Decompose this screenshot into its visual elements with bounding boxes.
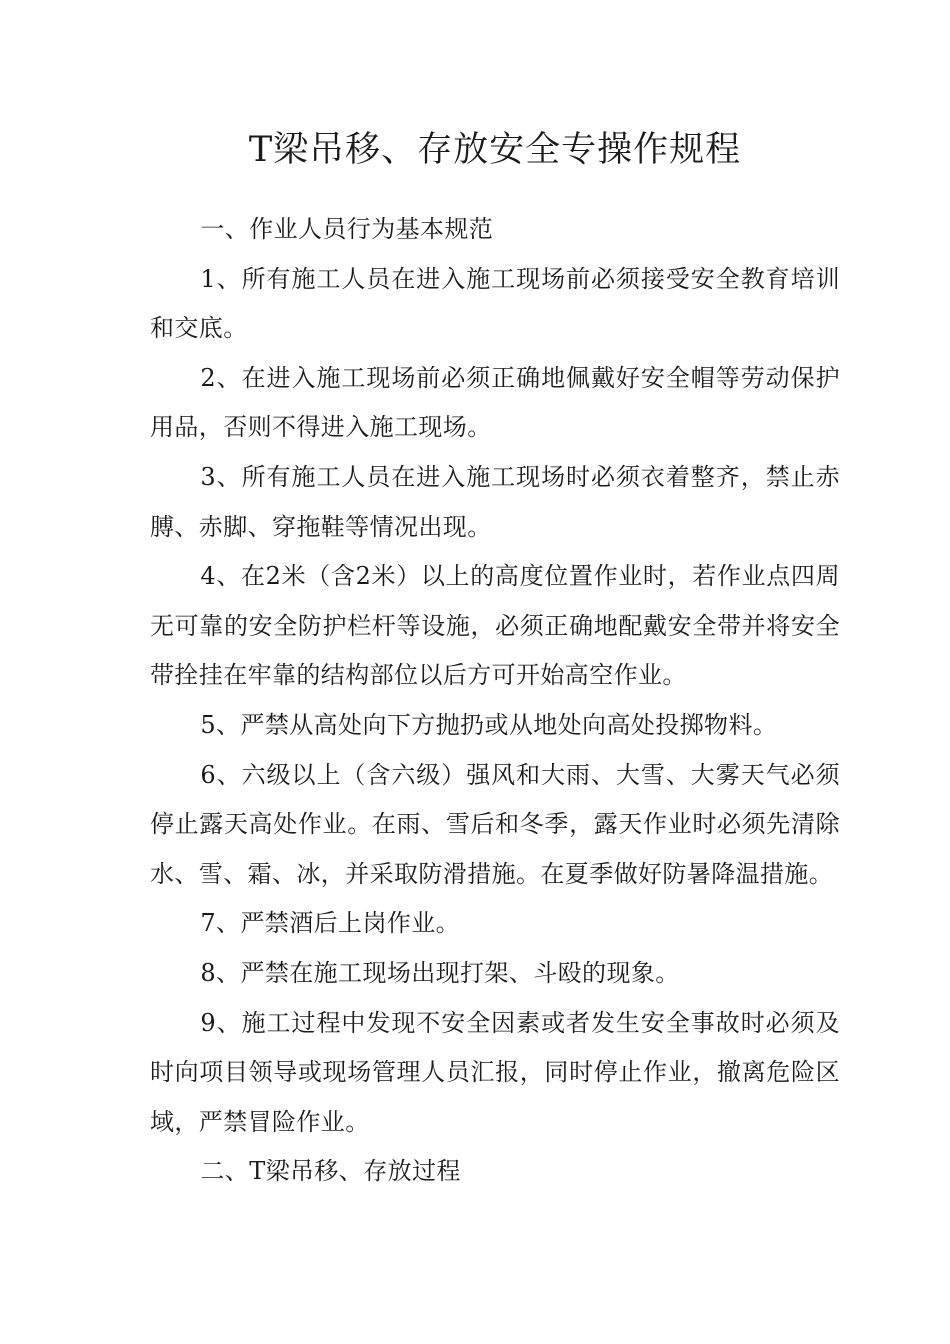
paragraph-item: 2、在进入施工现场前必须正确地佩戴好安全帽等劳动保护用品，否则不得进入施工现场。 <box>150 363 840 442</box>
paragraph-item: 9、施工过程中发现不安全因素或者发生安全事故时必须及时向项目领导或现场管理人员汇报，同时停止作业，撤离危险区域，严禁冒险作业。 <box>150 1008 840 1136</box>
paragraph-item: 7、严禁酒后上岗作业。 <box>200 909 461 938</box>
paragraph-item: 8、严禁在施工现场出现打架、斗殴的现象。 <box>200 958 680 987</box>
paragraph-item: 4、在2米（含2米）以上的高度位置作业时，若作业点四周无可靠的安全防护栏杆等设施，必须正确地配戴安全带并将安全带拴挂在牢靠的结构部位以后方可开始高空作业。 <box>150 562 840 690</box>
section-heading: 一、作业人员行为基本规范 <box>200 215 494 243</box>
document-body <box>150 205 840 1197</box>
paragraph-item: 5、严禁从高处向下方抛扔或从地处向高处投掷物料。 <box>200 710 778 739</box>
paragraph-item: 1、所有施工人员在进入施工现场前必须接受安全教育培训和交底。 <box>150 264 840 343</box>
page-title: T梁吊移、存放安全专操作规程 <box>248 130 742 170</box>
paragraph-item: 3、所有施工人员在进入施工现场时必须衣着整齐，禁止赤膊、赤脚、穿拖鞋等情况出现。 <box>150 462 840 541</box>
paragraph-item: 6、六级以上（含六级）强风和大雨、大雪、大雾天气必须停止露天高处作业。在雨、雪后和冬季，露天作业时必须先清除水、雪、霜、冰，并采取防滑措施。在夏季做好防暑降温措施。 <box>150 760 840 888</box>
section-heading: 二、T梁吊移、存放过程 <box>200 1157 461 1186</box>
